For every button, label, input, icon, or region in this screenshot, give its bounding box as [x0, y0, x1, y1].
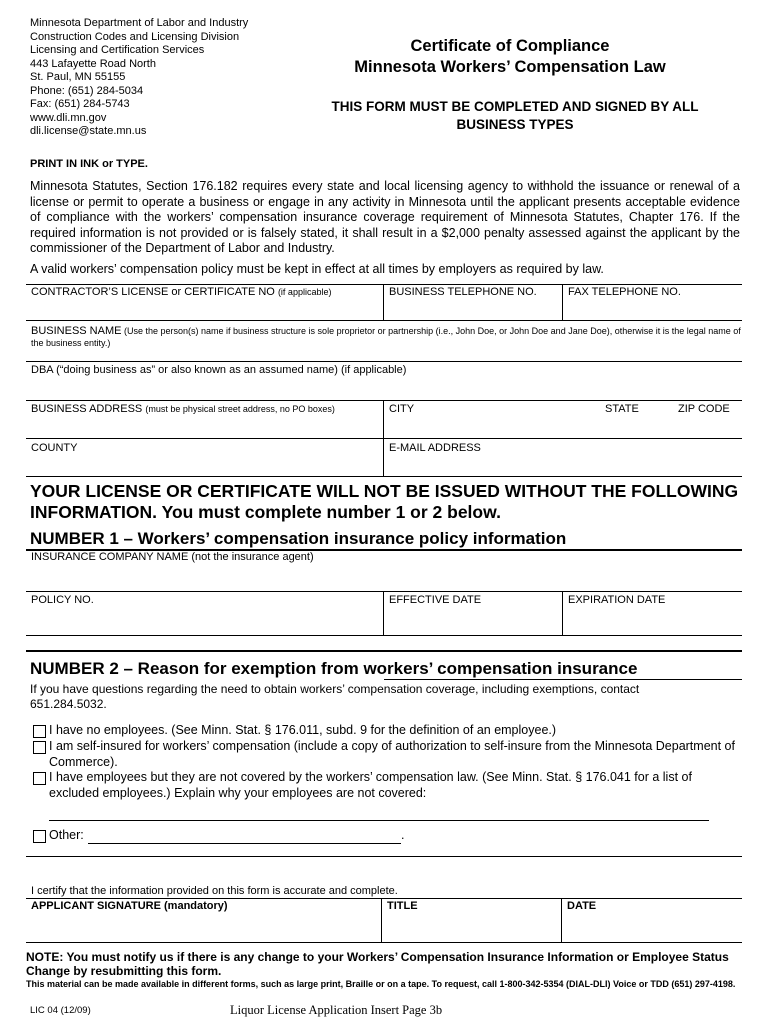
business-name-label: BUSINESS NAME — [31, 325, 122, 337]
explanation-line[interactable] — [49, 820, 709, 821]
divider — [26, 320, 742, 321]
divider — [26, 635, 742, 636]
divider — [26, 361, 742, 362]
state-field[interactable]: STATE — [605, 403, 639, 415]
expiration-date-field[interactable]: EXPIRATION DATE — [568, 594, 666, 606]
divider — [383, 284, 384, 320]
agency-line: Phone: (651) 284-5034 — [30, 84, 144, 97]
divider — [383, 591, 384, 635]
business-name-field[interactable] — [31, 325, 741, 349]
signature-field[interactable]: APPLICANT SIGNATURE (mandatory) — [31, 900, 228, 912]
print-note: PRINT IN INK or TYPE. — [30, 158, 148, 170]
not-covered-checkbox[interactable] — [33, 772, 46, 785]
page-label: Liquor License Application Insert Page 3b — [230, 1003, 443, 1017]
not-covered-option: I have employees but they are not covered by the workers’ compensation law. (See Minn. Stat. § 176.041 for a list of excluded employees.) Explain why your employees are not covered: — [49, 770, 692, 800]
form-title: Certificate of Compliance — [410, 37, 610, 55]
agency-website: www.dli.mn.gov — [30, 111, 107, 124]
policy-no-field[interactable]: POLICY NO. — [31, 594, 94, 606]
statute-paragraph: Minnesota Statutes, Section 176.182 requires every state and local licensing agency to withhold the issuance or renewal of a license or permit to operate a business or engage in any activity in Minnesota until the applicant presents acceptable evidence of compliance with the workers’ compensation insurance coverage requirement of Minnesota Statutes, Chapter 176. If the required information is not provided or is falsely stated, it shall result in a $2,000 penalty assessed against the applicant by the commissioner of the Department of Labor and Industry. — [30, 179, 740, 255]
other-input[interactable] — [88, 843, 401, 844]
agency-address — [30, 17, 280, 139]
divider — [562, 284, 563, 320]
self-insured-option: I am self-insured for workers’ compensation (include a copy of authorization to self-insure from the Minnesota Department of Commerce). — [49, 739, 735, 769]
section-rule — [26, 650, 742, 652]
insurance-company-field[interactable]: INSURANCE COMPANY NAME (not the insurance agent) — [31, 551, 314, 563]
agency-line: Construction Codes and Licensing Division — [30, 30, 240, 43]
section2-intro: If you have questions regarding the need to obtain workers’ compensation coverage, including exemptions, contact 651.284.5032. — [30, 682, 640, 711]
divider — [26, 942, 742, 943]
divider — [561, 898, 562, 942]
accessibility-note: This material can be made available in different forms, such as large print, Braille or on a tape. To request, call 1-800-342-5354 (DIAL-DLI) Voice or TDD (651) 297-4198. — [26, 979, 736, 989]
form-subtitle: Minnesota Workers’ Compensation Law — [354, 58, 666, 76]
license-no-note: (if applicable) — [277, 287, 332, 297]
agency-line: Minnesota Department of Labor and Industry — [30, 17, 249, 29]
effective-date-field[interactable]: EFFECTIVE DATE — [389, 594, 482, 606]
divider — [26, 438, 742, 439]
agency-line: Fax: (651) 284-5743 — [30, 98, 130, 110]
no-employees-checkbox[interactable] — [33, 725, 46, 738]
section2-heading: NUMBER 2 – Reason for exemption from workers’ compensation insurance — [30, 659, 638, 678]
email-field[interactable]: E-MAIL ADDRESS — [389, 442, 481, 454]
divider — [562, 591, 563, 635]
divider — [26, 856, 742, 857]
divider — [26, 476, 742, 477]
fax-phone-field[interactable]: FAX TELEPHONE NO. — [568, 286, 681, 298]
divider — [26, 284, 742, 285]
certify-statement: I certify that the information provided on this form is accurate and complete. — [31, 885, 398, 897]
requirement-heading: YOUR LICENSE OR CERTIFICATE WILL NOT BE ISSUED WITHOUT THE FOLLOWING INFORMATION. You must complete number 1 or 2 below. — [30, 481, 739, 522]
divider — [26, 898, 742, 899]
section1-heading: NUMBER 1 – Workers’ compensation insurance policy information — [30, 529, 567, 548]
divider — [384, 679, 742, 680]
zip-field[interactable]: ZIP CODE — [678, 403, 730, 415]
license-no-label: CONTRACTOR’S LICENSE or CERTIFICATE NO — [31, 286, 275, 298]
policy-note: A valid workers’ compensation policy must be kept in effect at all times by employers as required by law. — [30, 262, 604, 276]
change-notice: NOTE: You must notify us if there is any change to your Workers’ Compensation Insurance Information or Employee Status Change by resubmitting this form. — [26, 950, 729, 978]
divider — [26, 591, 742, 592]
business-address-note: (must be physical street address, no PO boxes) — [145, 404, 335, 414]
other-checkbox[interactable] — [33, 830, 46, 843]
agency-email: dli.license@state.mn.us — [30, 125, 147, 137]
business-address-label: BUSINESS ADDRESS — [31, 403, 143, 415]
other-end: . — [401, 828, 405, 842]
title-field[interactable]: TITLE — [387, 900, 418, 912]
divider — [26, 400, 742, 401]
agency-line: Licensing and Certification Services — [30, 44, 205, 56]
self-insured-checkbox[interactable] — [33, 741, 46, 754]
county-field[interactable]: COUNTY — [31, 442, 78, 454]
form-id: LIC 04 (12/09) — [30, 1005, 91, 1016]
business-address-field[interactable] — [31, 403, 335, 415]
form-warning: THIS FORM MUST BE COMPLETED AND SIGNED BY ALL BUSINESS TYPES — [331, 99, 699, 132]
agency-line: St. Paul, MN 55155 — [30, 71, 126, 83]
other-label: Other: — [49, 828, 84, 842]
agency-line: 443 Lafayette Road North — [30, 57, 156, 70]
city-field[interactable]: CITY — [389, 403, 415, 415]
license-no-field[interactable] — [31, 286, 331, 298]
dba-field[interactable]: DBA (“doing business as” or also known as an assumed name) (if applicable) — [31, 364, 407, 376]
no-employees-option: I have no employees. (See Minn. Stat. § 176.011, subd. 9 for the definition of an employee.) — [49, 723, 557, 737]
divider — [381, 898, 382, 942]
date-field[interactable]: DATE — [567, 900, 597, 912]
business-name-note: (Use the person(s) name if business structure is sole proprietor or partnership (i.e., John Doe, or John Doe and Jane Doe), otherwise it is the legal name of the business entity.) — [31, 326, 741, 348]
business-phone-field[interactable]: BUSINESS TELEPHONE NO. — [389, 286, 537, 298]
